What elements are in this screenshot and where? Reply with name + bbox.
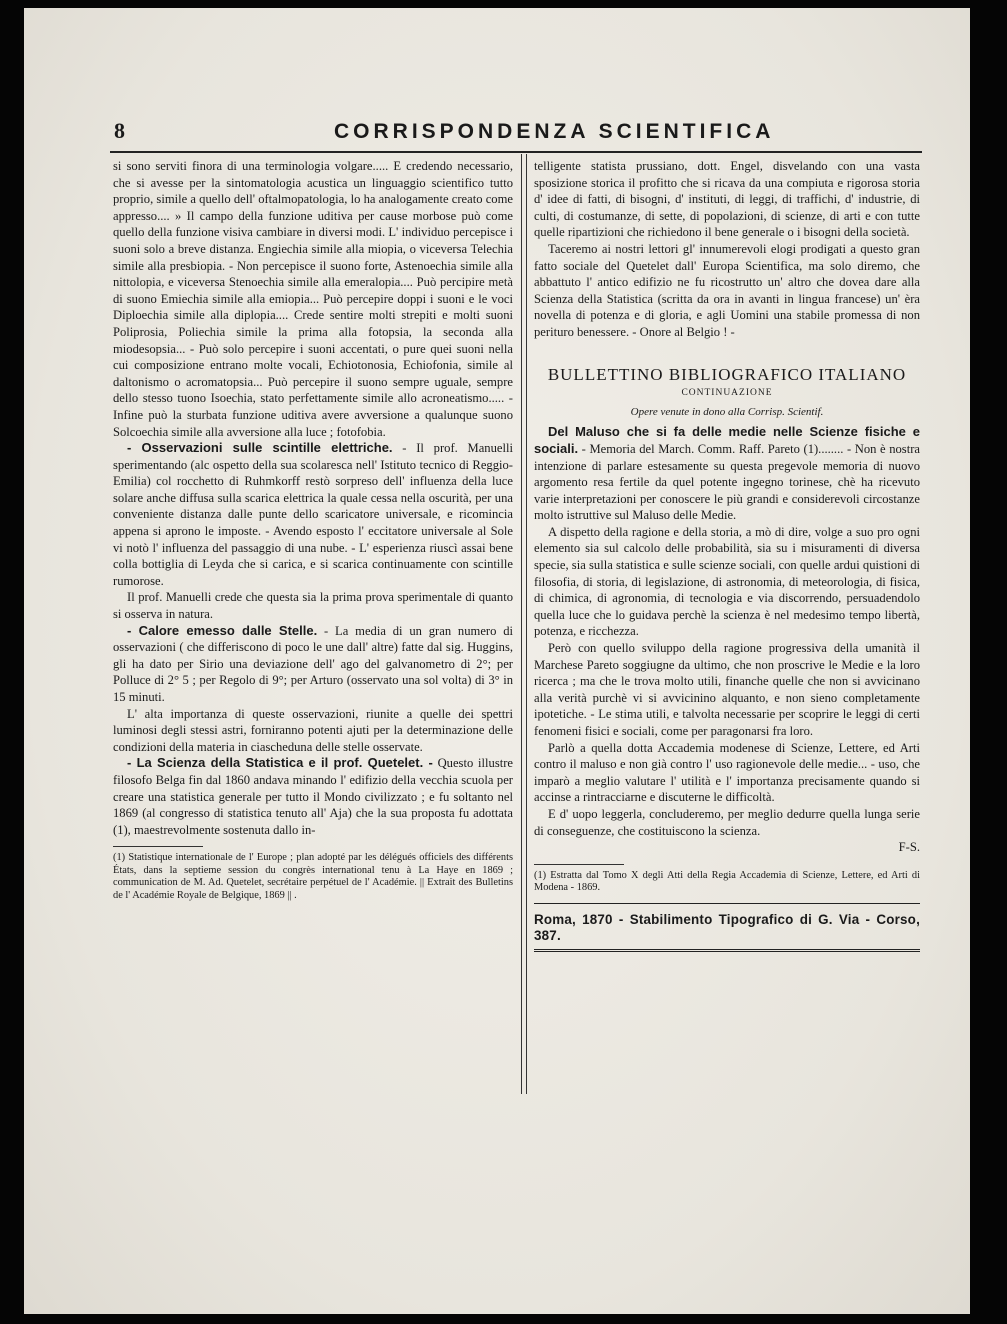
signature: F-S. bbox=[898, 840, 920, 855]
imprint: Roma, 1870 - Stabilimento Tipografico di G. Via - Corso, 387. bbox=[534, 911, 920, 944]
paragraph: E d' uopo leggerla, concluderemo, per meglio dedurre quella lunga serie di conseguenze, che costituiscono la scienza. bbox=[534, 806, 920, 838]
imprint-rule bbox=[534, 949, 920, 952]
paragraph: Il prof. Manuelli crede che questa sia la prima prova sperimentale di quanto si osserva in natura. bbox=[113, 590, 513, 622]
paragraph: A dispetto della ragione e della storia, a mò di dire, volge a suo pro ogni elemento sia sul calcolo delle probabilità, sia su i misuramenti di diversa specie, sia sulla statistica e sulle scienze sociali, con quelle ardui quistioni di filosofia, di storia, di legislazione, di astronomia, di meteorologia, di fisica, di chimica, di agronomia, di tecnologia e via discorrendo, persuadendolo quella luce che lo guidava perchè la scienza è nel medesimo tempo libertà, potenza, e ricchezza. bbox=[534, 524, 920, 639]
paragraph: si sono serviti finora di una terminologia volgare..... E credendo necessario, che si avesse per la sintomatologia acustica un linguaggio scientifico tutto proprio, simile a quello dell' oftalmopatologia, lo ha analogamente creato come appresso.... » Il campo della funzione uditiva per cause morbose può come quello della funzione visiva cambiare in diversi modi. L' individuo percepisce i suoni solo a breve distanza. Engiechia simile alla miopia, o viceversa Telechia simile alla presbiopia. - Non percepisce il suono forte, Astenoechia simile alla nittolopia, e viceversa Stenoechia simile alla emeralopia.... Può percipire metà di suono Emiechia simile alla emiopia... Può percepire doppi i suoni e le voci Diploechia simile alla diplopia.... Crede sentire molti strepiti e molti suoni Poliprosia, Poliechia simile la prima alla fotopsia, la seconda alla miodesopsia... - Può solo percepire i suoni accentati, o pure quei suoni nella cui composizione entrano molte vocali, Echiotonosia, Echiofonia, simile al daltonismo o acromatopsia... Può percepire il suono sempre uguale, sempre dello stesso tuono Isoechia, stato perfettamente simile allo acroneatismo..... - Infine può la sturbata funzione uditiva avere avversione a qualunque suono Solcoechia simile alla avversione alla luce ; fotofobia. bbox=[113, 159, 513, 439]
section-heading: - Osservazioni sulle scintille elettriche. bbox=[127, 440, 393, 456]
paragraph bbox=[113, 440, 513, 589]
bulletin-title: BULLETTINO BIBLIOGRAFICO ITALIANO bbox=[547, 364, 907, 384]
header-rule bbox=[110, 151, 922, 153]
paragraph: Però con quello sviluppo della ragione progressiva della umanità il Marchese Pareto soggiugne da ultimo, che non proscrive le Medie e la loro ricerca ; ma che le trova molto utili, finanche quelle che non si avvicinano alla verità purchè vi si avvicinino alquanto, e non sieno completamente ipotetiche. - Le stima utili, e talvolta necessarie per scoprire le leggi di certi fenomeni fisici e sociali, come per paragonarsi fra loro. bbox=[534, 641, 920, 738]
paragraph-text: - Memoria del March. Comm. Raff. Pareto (1)........ - Non è nostra intenzione di parlare estesamente su questa pregevole memoria di nuovo argomento resa fertile da quel potente ingegno torinese, chè ha ricevuto varie interpretazioni per conoscere le più grandi e considerevoli circostanze molto istruttive sul Maluso delle Medie. bbox=[534, 441, 920, 523]
footnote-rule bbox=[534, 864, 624, 865]
paragraph bbox=[113, 755, 513, 838]
footnote-rule bbox=[113, 846, 203, 847]
bulletin-subtitle: CONTINUAZIONE bbox=[681, 388, 773, 399]
paragraph bbox=[534, 424, 920, 524]
footnote: (1) Statistique internationale de l' Europe ; plan adopté par les délégués officiels des différents États, dans la septieme session du congrès international tenu à La Haye en 1869 ; communication de M. Ad. Quetelet, secrétaire perpétuel de l' Académie. || Extrait des Bulletins de l' Académie Royale de Belgique, 1869 || . bbox=[113, 852, 513, 901]
left-column bbox=[113, 158, 513, 902]
paragraph-text: - Il prof. Manuelli sperimentando (alc ospetto della sua scolaresca nell' Istituto tecnico di Reggio-Emilia) col rocchetto di Ruhmkorff restò sorpreso dell' influenza della luce solare anche diffusa sulla scarica elettrica la quale cessa nella oscurità, per una conveniente distanza dalle punte dello scaricatore universale, e ricomincia appena si aprono le imposte. - Avendo esposto l' eccitatore universale al Sole vi notò l' influenza del passaggio di una nube. - L' esperienza riuscì assai bene colla bottiglia di Leyda che si carica, e si scarica continuamente con scintille rumorose. bbox=[113, 441, 513, 588]
page-number: 8 bbox=[114, 118, 126, 143]
section-heading: - La Scienza della Statistica e il prof. Quetelet. - bbox=[127, 755, 433, 771]
column-divider bbox=[521, 154, 522, 1094]
entry-heading: Del Maluso che si fa delle medie nelle Scienze fisiche e sociali. bbox=[534, 424, 920, 456]
paragraph: Taceremo ai nostri lettori gl' innumerevoli elogi prodigati a questo gran fatto sociale del Quetelet dall' Europa Scientifica, ma solo diremo, che abbattuto l' antico edifizio ne fu ricostrutto un' altro che dovea dare alla Scienza della Statistica (scritta da ora in avanti in lingua francese) un' èra novella di potenza e di gloria, e agli Uomini una stabile promessa di non perituro benessere. - Onore al Belgio ! - bbox=[534, 241, 920, 339]
paragraph: L' alta importanza di queste osservazioni, riunite a quelle dei spettri luminosi degli stessi astri, forniranno potenti ajuti per la determinazione delle condizioni della materia in ciascheduna delle stelle osservate. bbox=[113, 706, 513, 754]
right-column bbox=[534, 158, 920, 952]
paragraph bbox=[113, 623, 513, 706]
column-divider bbox=[526, 154, 527, 1094]
paragraph-text: Questo illustre filosofo Belga fin dal 1860 andava minando l' edifizio della vecchia scuola per creare una statistica generale per tutto il Mondo civilizzato ; e fu soltanto nel 1869 (al congresso di statistica tenuto all' Aja) che la sua proposta fu adottata (1), maestrevolmente sostenuta dallo in- bbox=[113, 756, 514, 837]
section-heading: - Calore emesso dalle Stelle. bbox=[127, 622, 318, 638]
paragraph: Parlò a quella dotta Accademia modenese di Scienze, Lettere, ed Arti contro il maluso e non già contro l' uso ragionevole delle medie... - uso, che imparò a meglio valutare l' utilità e l' importanza precisamente quando si accinse a rintracciarne e discuterne le difficoltà. bbox=[534, 740, 920, 805]
running-title: CORRISPONDENZA SCIENTIFICA bbox=[334, 120, 775, 143]
footnote: (1) Estratta dal Tomo X degli Atti della Regia Accademia di Scienze, Lettere, ed Arti di Modena - 1869. bbox=[534, 869, 920, 894]
paragraph-text: - La media di un gran numero di osservazioni ( che differiscono di poco le une dall' altre) fatte dal sig. Huggins, gli ha dato per Sirio una deviazione dell' ago del galvanometro di 2°; per Polluce di 2° 5 ; per Regolo di 9°; per Arturo (osservato una sol volta) di 3° in 15 minuti. bbox=[113, 623, 514, 704]
bulletin-note: Opere venute in dono alla Corrisp. Scientif. bbox=[630, 405, 824, 418]
paragraph: telligente statista prussiano, dott. Engel, disvelando con una vasta sposizione storica il profitto che si ricava da una compiuta e rigorosa storia d' idee di fatti, di bisogni, d' instituti, di leggi, di traffichi, d' industrie, di culti, di costumanze, di sette, di popolazioni, di scienze, di arti e con tutte quelle ripartizioni che richiedono il bene generale o i bisogni della società. bbox=[534, 159, 920, 240]
imprint-rule bbox=[534, 903, 920, 904]
